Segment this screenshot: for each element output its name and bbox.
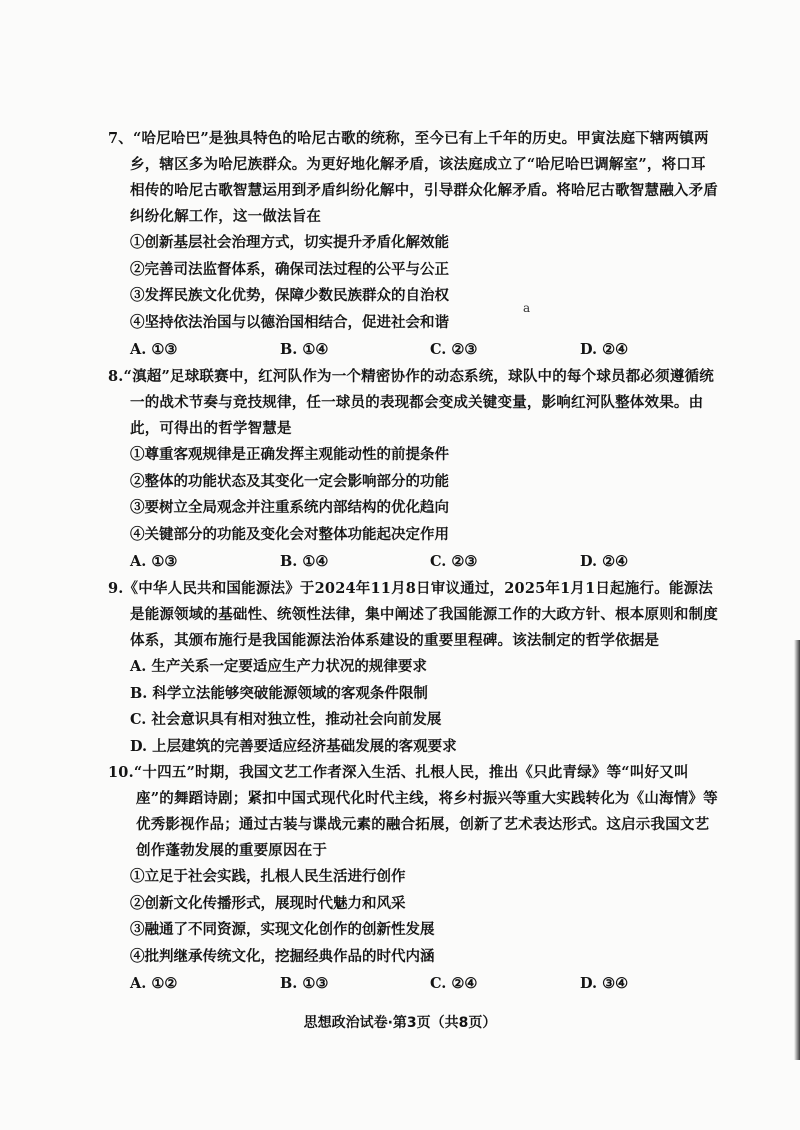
question-stem: 10.“十四五”时期，我国文艺工作者深入生活、扎根人民，推出《只此青绿》等“叫好又叫座”的舞蹈诗剧；紧扣中国式现代化时代主线，将乡村振兴等重大实践转化为《山海情》等优秀影视作品；通过古装与谍战元素的融合拓展，创新了艺术表达形式。这启示我国文艺创作蓬勃发展的重要原因在于	[108, 764, 718, 859]
option-item: ②完善司法监督体系，确保司法过程的公平与公正	[130, 260, 449, 278]
choice-c: C. ②③	[430, 341, 478, 358]
option-item: ①尊重客观规律是正确发挥主观能动性的前提条件	[130, 446, 449, 463]
answer-choices	[108, 970, 720, 998]
question-9	[108, 576, 720, 760]
choice-c: C. ②④	[430, 975, 478, 992]
option-item: ②整体的功能状态及其变化一定会影响部分的功能	[130, 472, 449, 490]
choice-b: B. ①④	[280, 341, 329, 358]
question-8	[108, 364, 720, 576]
choice-b: B. ①④	[280, 553, 329, 570]
choice-b: B. ①③	[280, 975, 329, 992]
questions-container	[108, 126, 720, 998]
question-7	[108, 126, 720, 364]
choice-c: C. ②③	[430, 553, 478, 570]
option-item: ④关键部分的功能及变化会对整体功能起决定作用	[130, 525, 449, 543]
page-footer: 思想政治试卷·第3页（共8页）	[303, 1015, 497, 1031]
question-stem: 7、“哈尼哈巴”是独具特色的哈尼古歌的统称，至今已有上千年的历史。甲寅法庭下辖两镇两乡，辖区多为哈尼族群众。为更好地化解矛盾，该法庭成立了“哈尼哈巴调解室”，将口耳相传的哈尼古歌智慧运用到矛盾纠纷化解中，引导群众化解矛盾。将哈尼古歌智慧融入矛盾纠纷化解工作，这一做法旨在	[108, 130, 718, 225]
scan-shadow	[794, 640, 800, 1060]
answer-choices	[108, 548, 720, 576]
option-item: C. 社会意识具有相对独立性，推动社会向前发展	[130, 711, 442, 728]
option-item: ①立足于社会实践，扎根人民生活进行创作	[130, 868, 406, 885]
option-item: ①创新基层社会治理方式，切实提升矛盾化解效能	[130, 234, 449, 251]
choice-a: A. ①③	[130, 553, 178, 570]
option-item: ④批判继承传统文化，挖掘经典作品的时代内涵	[130, 947, 435, 965]
choice-d: D. ②④	[580, 341, 629, 358]
answer-choices	[108, 336, 720, 364]
choice-a: A. ①②	[130, 975, 178, 992]
question-stem: 8.“滇超”足球联赛中，红河队作为一个精密协作的动态系统，球队中的每个球员都必须遵循统一的战术节奏与竞技规律，任一球员的表现都会变成关键变量，影响红河队整体效果。由此，可得出的哲学智慧是	[108, 368, 714, 437]
choice-d: D. ③④	[580, 975, 629, 992]
option-item: A. 生产关系一定要适应生产力状况的规律要求	[130, 658, 427, 675]
option-item: B. 科学立法能够突破能源领域的客观条件限制	[130, 684, 428, 702]
option-item: ③融通了不同资源，实现文化创作的创新性发展	[130, 921, 435, 938]
option-item: ④坚持依法治国与以德治国相结合，促进社会和谐	[130, 313, 449, 331]
choice-a: A. ①③	[130, 341, 178, 358]
question-stem: 9.《中华人民共和国能源法》于2024年11月8日审议通过，2025年1月1日起施行。能源法是能源领域的基础性、统领性法律，集中阐述了我国能源工作的大政方针、根本原则和制度体系，其颁布施行是我国能源法治体系建设的重要里程碑。该法制定的哲学依据是	[108, 580, 718, 649]
choice-d: D. ②④	[580, 553, 629, 570]
option-item: ③要树立全局观念并注重系统内部结构的优化趋向	[130, 499, 449, 516]
option-item: ③发挥民族文化优势，保障少数民族群众的自治权	[130, 287, 449, 304]
stray-mark: a	[523, 301, 531, 315]
option-item: D. 上层建筑的完善要适应经济基础发展的客观要求	[130, 737, 457, 755]
question-10	[108, 760, 720, 998]
option-item: ②创新文化传播形式，展现时代魅力和风采	[130, 894, 406, 912]
